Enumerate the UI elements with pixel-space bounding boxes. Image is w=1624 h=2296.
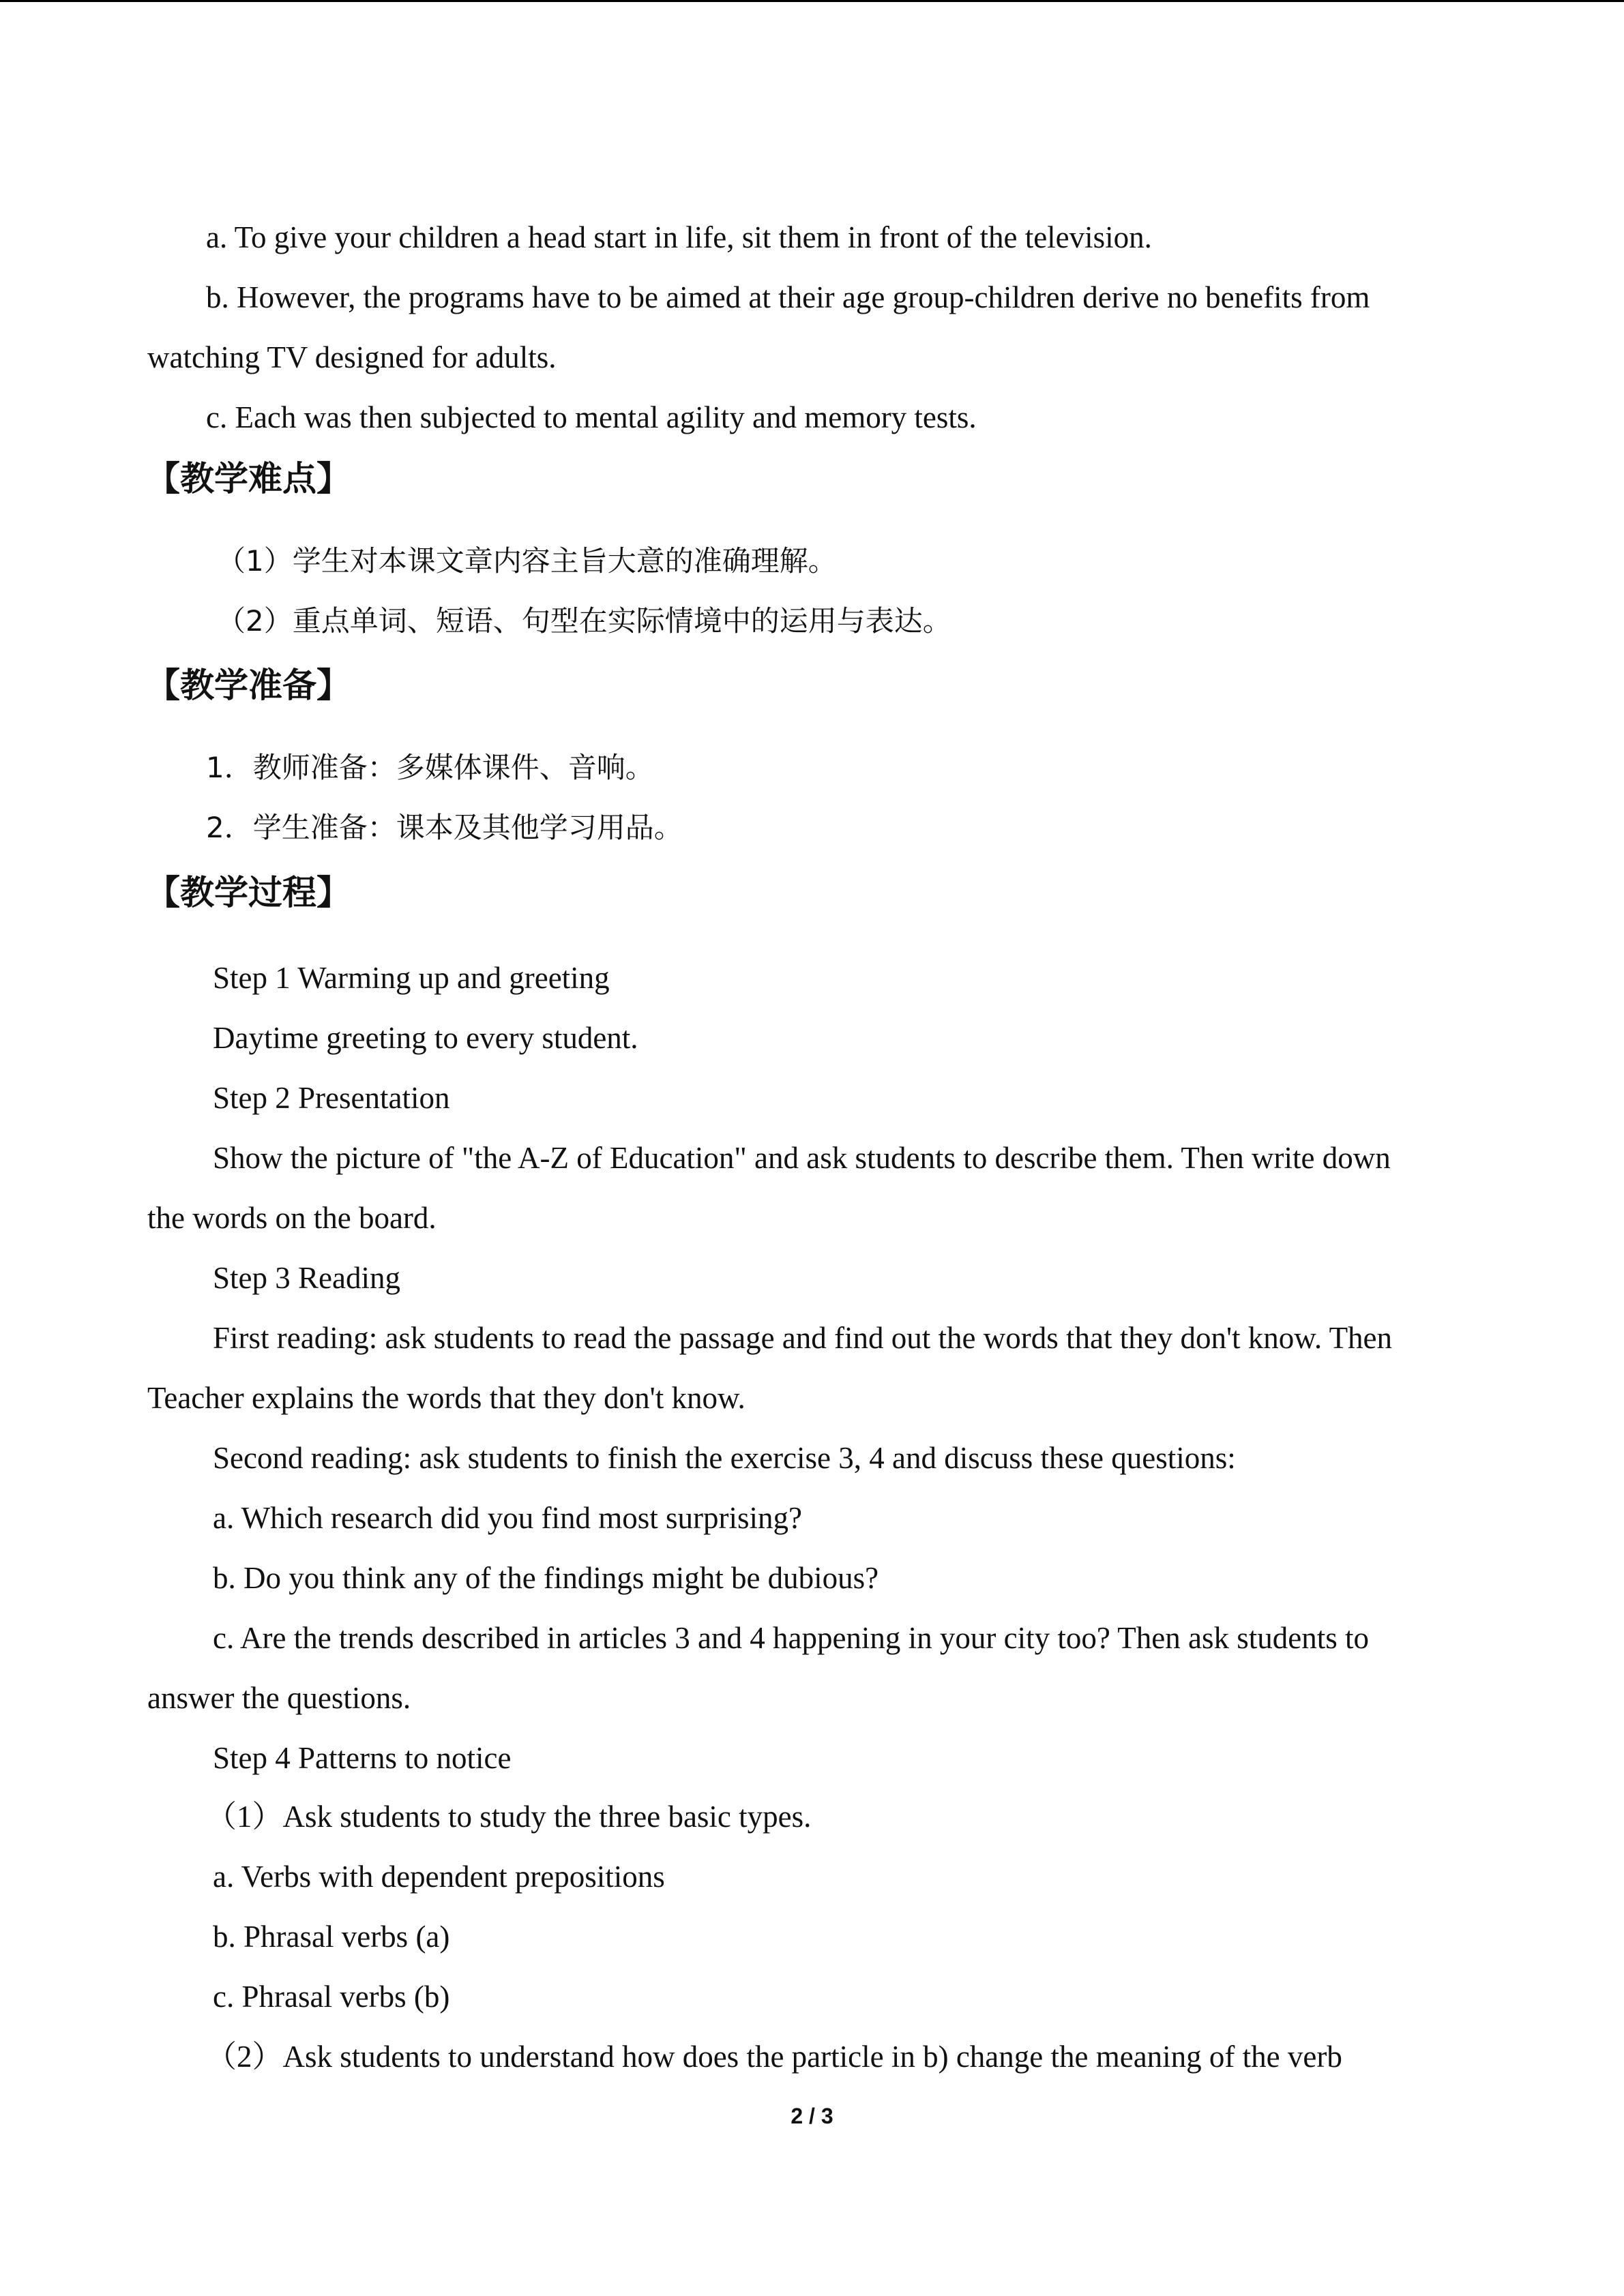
intro-sentence-a: a. To give your children a head start in life, sit them in front of the television. — [206, 220, 1152, 254]
page-number: 2 / 3 — [791, 2104, 833, 2128]
pattern-b: b. Phrasal verbs (a) — [213, 1920, 450, 1954]
preparation-item-1: 1．教师准备：多媒体课件、音响。 — [206, 751, 654, 784]
question-c-cont: answer the questions. — [147, 1681, 411, 1715]
difficulty-item-2: （2）重点单词、短语、句型在实际情境中的运用与表达。 — [217, 604, 951, 638]
heading-difficulties: 【教学难点】 — [146, 459, 351, 498]
preparation-item-2: 2．学生准备：课本及其他学习用品。 — [206, 811, 683, 844]
step3-title: Step 3 Reading — [213, 1261, 400, 1295]
pattern-c: c. Phrasal verbs (b) — [213, 1980, 450, 2014]
question-a: a. Which research did you find most surprising? — [213, 1501, 802, 1535]
heading-preparation: 【教学准备】 — [146, 666, 351, 705]
step1-text: Daytime greeting to every student. — [213, 1021, 638, 1055]
pattern-item-2: （2）Ask students to understand how does the particle in b) change the meaning of the verb — [206, 2040, 1342, 2074]
intro-sentence-b-cont: watching TV designed for adults. — [147, 340, 557, 374]
page-top-border — [0, 0, 1624, 2]
step1-title: Step 1 Warming up and greeting — [213, 961, 610, 995]
step2-text: Show the picture of "the A-Z of Education" and ask students to describe them. Then write down — [213, 1141, 1391, 1175]
first-reading: First reading: ask students to read the passage and find out the words that they don't know. Then — [213, 1321, 1393, 1355]
first-reading-cont: Teacher explains the words that they don't know. — [147, 1381, 745, 1415]
pattern-item-1: （1）Ask students to study the three basic types. — [206, 1800, 812, 1834]
second-reading: Second reading: ask students to finish the exercise 3, 4 and discuss these questions: — [213, 1441, 1236, 1475]
intro-sentence-c: c. Each was then subjected to mental agility and memory tests. — [206, 400, 977, 434]
pattern-a: a. Verbs with dependent prepositions — [213, 1860, 665, 1894]
step4-title: Step 4 Patterns to notice — [213, 1741, 512, 1775]
intro-sentence-b: b. However, the programs have to be aimed at their age group-children derive no benefits from — [206, 280, 1370, 314]
question-b: b. Do you think any of the findings might be dubious? — [213, 1561, 879, 1595]
question-c: c. Are the trends described in articles 3 and 4 happening in your city too? Then ask students to — [213, 1621, 1369, 1655]
heading-process: 【教学过程】 — [146, 873, 351, 912]
step2-title: Step 2 Presentation — [213, 1081, 450, 1115]
difficulty-item-1: （1）学生对本课文章内容主旨大意的准确理解。 — [217, 544, 837, 578]
step2-text-cont: the words on the board. — [147, 1201, 437, 1235]
